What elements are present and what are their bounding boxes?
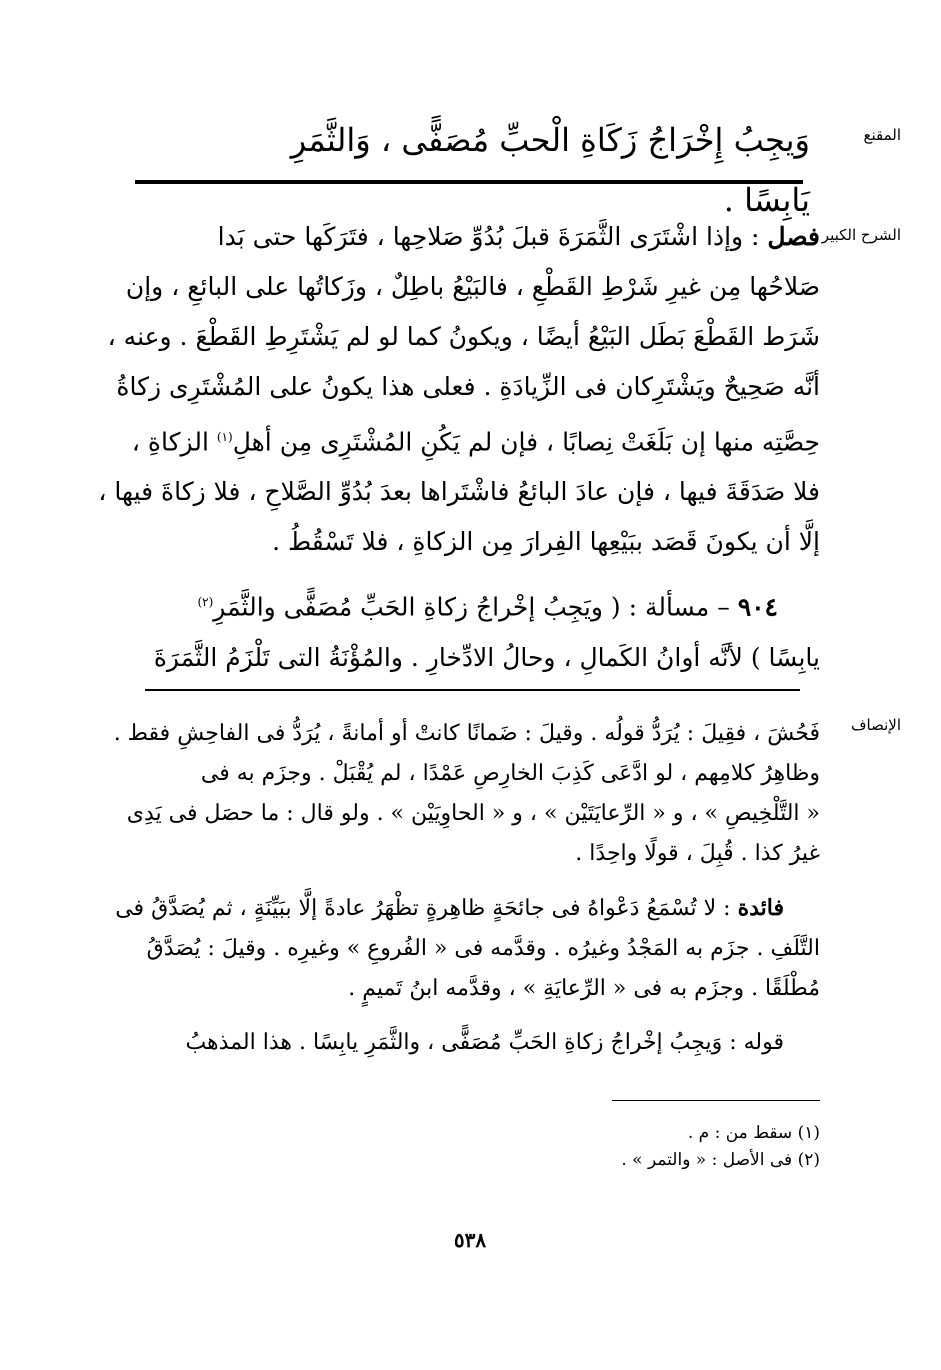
insaf-heading-faida: فائدة — [737, 895, 784, 921]
sharh-line-text: – مسألة : ( ويَجِبُ إخْراجُ زكاةِ الحَبِّ مُصَفًّى والثَّمَرِ — [213, 592, 730, 622]
insaf-text — [113, 714, 820, 1063]
sharh-heading-fasl: فصل — [767, 222, 820, 251]
insaf-line: التَّلَفِ . جزَم به المَجْدُ وغيرُه . وقدَّمه فى « الفُروعِ » وغيرِه . وقيلَ : يُصَدَّقُ — [146, 936, 820, 961]
muqni-text: وَيجِبُ إِخْرَاجُ زَكَاةِ الْحبِّ مُصَفًّى ، وَالثَّمَرِ يَابِسًا . — [290, 121, 810, 219]
sharh-line — [130, 412, 820, 467]
muqni-label: المقنع — [863, 126, 901, 144]
sharh-line: يابِسًا ) لأنَّه أوانُ الكَمالِ ، وحالُ الادِّخارِ . والمُؤْنَةُ التى تَلْزَمُ الثَّمَرَةَ — [153, 642, 820, 672]
sharh-line-text: حِصَّتِه منها إن بَلَغَتْ نِصابًا ، فإن لم يَكُنِ المُشْتَرِى مِن أهلِ — [232, 427, 820, 457]
sharh-line-tail: الزكاةِ ، — [131, 427, 209, 457]
insaf-line: وظاهِرُ كلامِهم ، لو ادَّعَى كَذِبَ الخارِصِ عَمْدًا ، لم يُقْبَلْ . وجزَم به فى — [200, 761, 820, 786]
sharh-line — [130, 212, 820, 262]
insaf-line: فَحُشَ ، فقِيلَ : يُرَدُّ قولُه . وقيلَ : ضَمانًا كانتْ أو أمانةً ، يُرَدُّ فى الفاحِشِ فقط . — [113, 721, 820, 746]
sharh-line: صَلاحُها مِن غيرِ شَرْطِ القَطْعِ ، فالبَيْعُ باطِلٌ ، وزَكاتُها على البائعِ ، وإن — [125, 272, 820, 301]
footnote-2: (٢) فى الأصل : « والتمر » . — [621, 1150, 820, 1170]
insaf-line: مُطْلَقًا . وجزَم به فى « الرِّعايَةِ » ، وقدَّمه ابنُ تَميمٍ . — [348, 976, 820, 1001]
insaf-line: « التَّلْخِيصِ » ، و « الرِّعايَتَيْن » ، و « الحاوِيَيْن » . ولو قال : ما حصَل فى يَدِى — [126, 801, 820, 826]
insaf-line — [115, 888, 820, 929]
sharh-line: إلَّا أن يكونَ قَصَد ببَيْعِها الفِرارَ مِن الزكاةِ ، فلا تَسْقُطُ . — [272, 527, 820, 557]
thick-divider — [135, 180, 803, 184]
sharh-line-text: : وإذا اشْتَرَى الثَّمَرَةَ قبلَ بُدُوِّ صَلاحِها ، فتَرَكَها حتى بَدا — [217, 222, 760, 251]
insaf-line: قوله : وَيجِبُ إخْراجُ زكاةِ الحَبِّ مُصَفًّى ، والثَّمَرِ يابِسًا . هذا المذهبُ — [185, 1030, 784, 1055]
sharh-line: فلا صَدَقَةَ فيها ، فإن عادَ البائعُ فاشْتَراها بعدَ بُدُوِّ الصَّلاحِ ، فلا زكاةَ فيها ، — [98, 477, 820, 507]
footnote-marker-1: (١) — [216, 430, 233, 444]
footnote-1: (١) سقط من : م . — [687, 1123, 820, 1143]
masala-number: ٩٠٤ — [737, 592, 778, 622]
sharh-line: شَرَط القَطْعَ بَطَل البَيْعُ أيضًا ، ويكونُ كما لو لم يَشْتَرِطِ القَطْعَ . وعنه ، — [107, 322, 820, 351]
insaf-line: غيرُ كذا . قُبِلَ ، قولًا واحِدًا . — [575, 841, 820, 866]
page-number: ٥٣٨ — [453, 1228, 487, 1252]
sharh-line: أنَّه صَحِيحٌ ويَشْتَرِكان فى الزِّيادَةِ . فعلى هذا يكونُ على المُشْتَرِى زكاةُ — [116, 372, 820, 401]
sharh-line — [130, 577, 820, 632]
footnote-marker-2: (٢) — [197, 595, 214, 610]
sharh-text — [98, 212, 820, 683]
footnote-divider — [612, 1100, 820, 1101]
footnotes — [500, 1120, 820, 1174]
insaf-line-text: : لا تُسْمَعُ دَعْواهُ فى جائحَةٍ ظاهِرةٍ تظْهَرُ عادةً إلَّا ببَيِّنَةٍ ، ثم يُصَدَّقُ فى — [115, 896, 731, 921]
insaf-label: الإنصاف — [850, 716, 901, 734]
thin-divider — [145, 689, 800, 691]
sharh-label: الشرح الكبير — [821, 226, 901, 244]
